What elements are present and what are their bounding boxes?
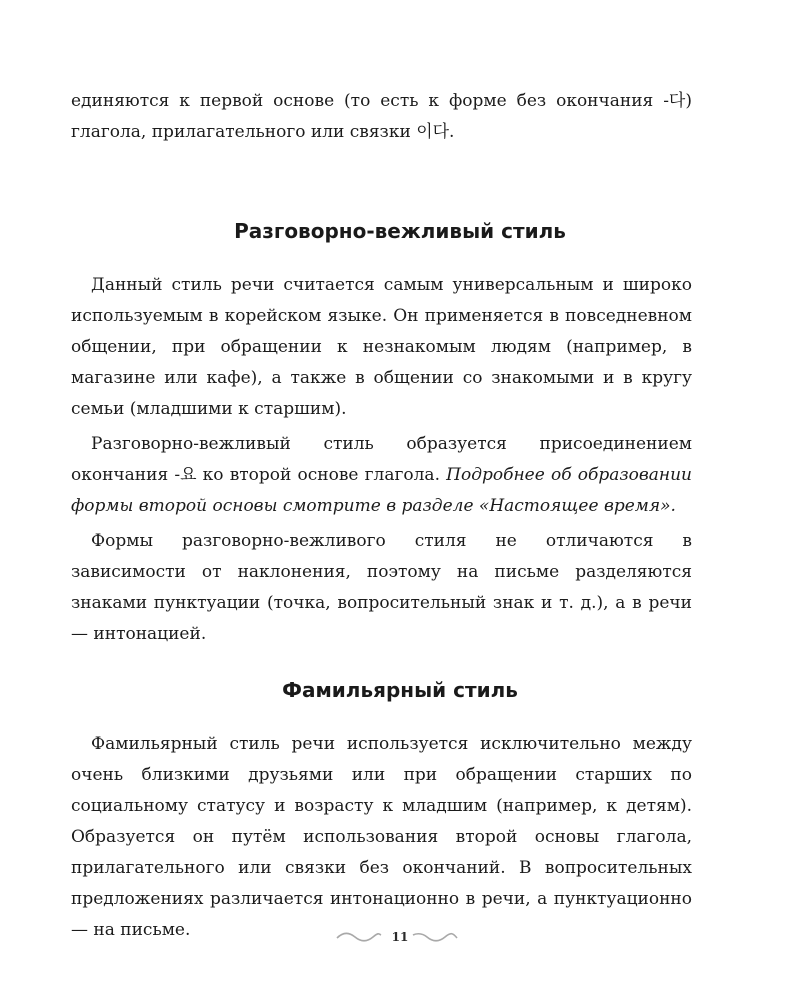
page-number: 11 bbox=[391, 930, 409, 944]
paragraph: Формы разговорно-вежливого стиля не отличаются в зависимости от наклонения, поэтому на письме разделяются знаками пунктуации (точка, вопросительный знак и т. д.), а в речи — интонацией. bbox=[71, 531, 692, 644]
paragraph: Данный стиль речи считается самым универсальным и широко используемым в корейском языке. Он применяется в повседневном общении, при обращении к незнакомым людям (например, в магазине или кафе), а также в общении со знакомыми и в кругу семьи (младшими к старшим). bbox=[71, 275, 692, 419]
section-body-polite bbox=[71, 270, 692, 650]
cross-reference-note: Подробнее об образовании формы второй основы смотрите в разделе «Настоящее время». bbox=[71, 465, 693, 516]
wave-ornament-right-icon bbox=[412, 930, 458, 944]
paragraph: Разговорно-вежливый стиль образуется присоединением окончания -요 ко второй основе глагола. Подробнее об образовании формы второй основы смотрите в разделе «Настоящее время». bbox=[71, 434, 693, 516]
paragraph: Фамильярный стиль речи используется исключительно между очень близкими друзьями или при обращении старших по социальному статусу и возрасту к младшим (например, к детям). Образуется он путём использования второй основы глагола, прилагательного или связки без окончаний. В вопросительных предложениях различается интонационно в речи, а пунктуационно — на письме. bbox=[71, 734, 692, 940]
section-heading-familiar: Фамильярный стиль bbox=[282, 678, 518, 702]
section-body-familiar bbox=[71, 729, 692, 946]
continued-paragraph: единяются к первой основе (то есть к форме без окончания -다) глагола, прилагательного или связки 이다. bbox=[71, 91, 692, 142]
section-heading-polite: Разговорно-вежливый стиль bbox=[234, 219, 566, 243]
page-footer bbox=[0, 927, 800, 947]
